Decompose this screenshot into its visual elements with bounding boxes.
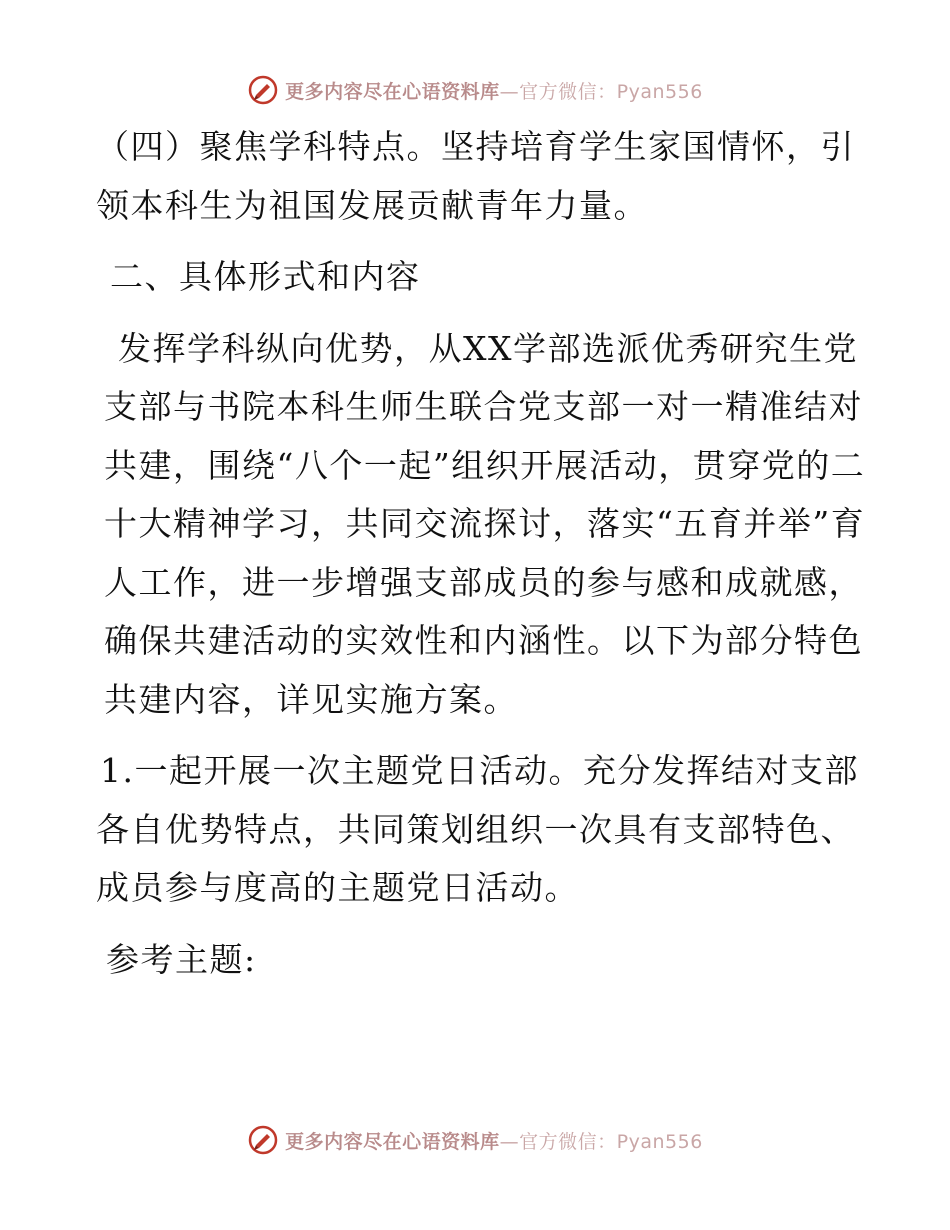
watermark-contact: 官方微信：Pyan556 bbox=[519, 1130, 703, 1153]
footer-watermark bbox=[0, 1120, 950, 1160]
section-heading-form-content: 二、具体形式和内容 bbox=[110, 257, 421, 296]
watermark-separator: — bbox=[499, 1130, 520, 1153]
pen-seal-icon bbox=[247, 1124, 279, 1156]
paragraph-focus-discipline: （四）聚焦学科特点。坚持培育学生家国情怀，引领本科生为祖国发展贡献青年力量。 bbox=[96, 127, 855, 225]
pen-seal-icon bbox=[247, 74, 279, 106]
paragraph-item-1 bbox=[96, 742, 866, 918]
watermark-separator: — bbox=[499, 80, 520, 103]
paragraph-discipline-advantage-text: 发挥学科纵向优势，从XX学部选派优秀研究生党支部与书院本科生师生联合党支部一对一精准结对共建，围绕“八个一起”组织开展活动，贯穿党的二十大精神学习，共同交流探讨，落实“五育并举”育人工作，进一步增强支部成员的参与感和成就感，确保共建活动的实效性和内涵性。以下为部分特色共建内容，详见实施方案。 bbox=[104, 328, 866, 719]
watermark-brand: 更多内容尽在心语资料库 bbox=[285, 1130, 500, 1153]
watermark-text bbox=[285, 77, 703, 104]
paragraph-item-1-text: 1.一起开展一次主题党日活动。充分发挥结对支部各自优势特点，共同策划组织一次具有支部特色、成员参与度高的主题党日活动。 bbox=[96, 751, 859, 907]
watermark-contact: 官方微信：Pyan556 bbox=[519, 80, 703, 103]
watermark-brand: 更多内容尽在心语资料库 bbox=[285, 80, 500, 103]
watermark-text bbox=[285, 1127, 703, 1154]
header-watermark bbox=[0, 70, 950, 110]
paragraph-reference-topic: 参考主题: bbox=[106, 939, 257, 979]
document-body bbox=[96, 118, 866, 989]
paragraph-discipline-advantage bbox=[96, 320, 866, 730]
